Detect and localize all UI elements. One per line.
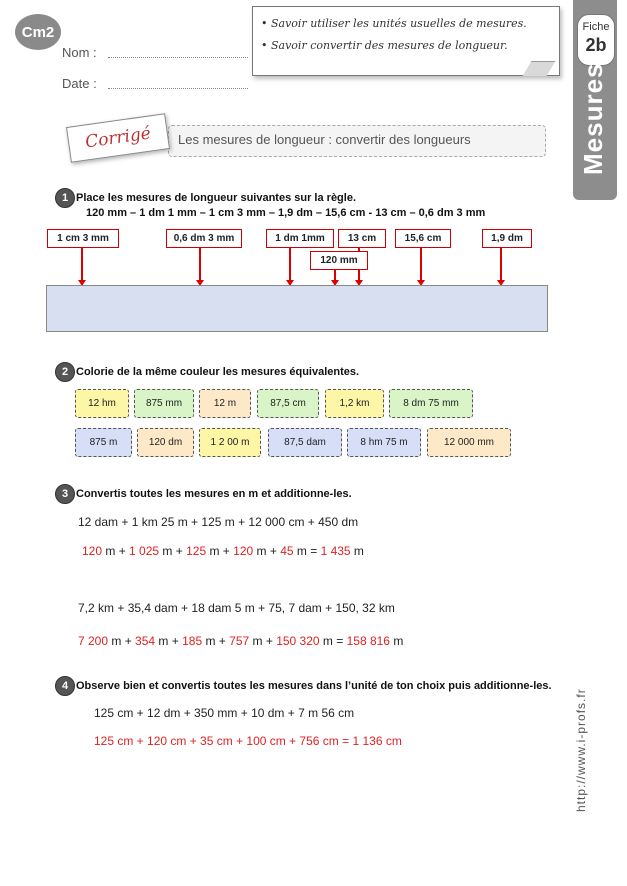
ruler-arrow bbox=[81, 248, 83, 280]
answer-value: 150 320 bbox=[276, 634, 320, 648]
answer-value: 7 200 bbox=[78, 634, 109, 648]
answer-operator: m + bbox=[159, 544, 187, 558]
measure-box: 8 hm 75 m bbox=[347, 428, 421, 457]
answer-value: 185 bbox=[182, 634, 203, 648]
name-field bbox=[108, 57, 248, 58]
exercise-4-line-1: 125 cm + 12 dm + 350 mm + 10 dm + 7 m 56 cm bbox=[94, 706, 355, 720]
ruler-label: 0,6 dm 3 mm bbox=[166, 229, 242, 248]
page-title: Les mesures de longueur : convertir des longueurs bbox=[178, 132, 471, 147]
answer-operator: m = bbox=[319, 634, 347, 648]
ruler-label: 1 dm 1mm bbox=[266, 229, 334, 248]
exercise-3-line-2: 7,2 km + 35,4 dam + 18 dam 5 m + 75, 7 dam + 150, 32 km bbox=[78, 601, 395, 615]
answer-operator: m + bbox=[102, 544, 130, 558]
exercise-4-instruction: Observe bien et convertis toutes les mesures dans l’unité de ton choix puis additionne-les. bbox=[76, 680, 552, 692]
measure-box: 12 hm bbox=[75, 389, 129, 418]
answer-operator: m + bbox=[202, 634, 230, 648]
answer-value: 1 435 bbox=[320, 544, 351, 558]
bullet-icon: • bbox=[261, 39, 268, 52]
measure-box: 87,5 cm bbox=[257, 389, 319, 418]
exercise-1-instruction: Place les mesures de longueur suivantes sur la règle. bbox=[76, 192, 357, 204]
answer-value: 1 025 bbox=[129, 544, 160, 558]
answer-value: 45 bbox=[280, 544, 294, 558]
exercise-4-number: 4 bbox=[55, 676, 75, 696]
exercise-3-instruction: Convertis toutes les mesures en m et additionne-les. bbox=[76, 488, 352, 500]
answer-operator: m + bbox=[206, 544, 234, 558]
ruler bbox=[46, 285, 548, 332]
exercise-1-list: 120 mm – 1 dm 1 mm – 1 cm 3 mm – 1,9 dm – 15,6 cm - 13 cm – 0,6 dm 3 mm bbox=[86, 207, 486, 219]
answer-value: 354 bbox=[135, 634, 156, 648]
measure-box: 875 mm bbox=[134, 389, 194, 418]
answer-operator: m bbox=[389, 634, 404, 648]
fiche-box bbox=[577, 14, 615, 66]
answer-value: 757 bbox=[229, 634, 250, 648]
ruler-arrow bbox=[289, 248, 291, 280]
measure-box: 875 m bbox=[75, 428, 132, 457]
answer-value: 120 bbox=[82, 544, 103, 558]
ruler-label: 1 cm 3 mm bbox=[47, 229, 119, 248]
exercise-2-number: 2 bbox=[55, 362, 75, 382]
answer-operator: m + bbox=[108, 634, 136, 648]
measure-box: 12 000 mm bbox=[427, 428, 511, 457]
exercise-3-answer-2 bbox=[78, 634, 403, 648]
measure-box: 12 m bbox=[199, 389, 251, 418]
corrige-stamp: Corrigé bbox=[66, 113, 170, 163]
ruler-arrow bbox=[199, 248, 201, 280]
answer-operator: m bbox=[350, 544, 364, 558]
exercise-2-instruction: Colorie de la même couleur les mesures équivalentes. bbox=[76, 366, 360, 378]
fiche-number: 2b bbox=[585, 35, 607, 55]
exercise-1-number: 1 bbox=[55, 188, 75, 208]
objective-2: • Savoir convertir des mesures de longueur. bbox=[261, 39, 508, 52]
date-field bbox=[108, 88, 248, 89]
objectives-box bbox=[252, 6, 560, 76]
exercise-3-number: 3 bbox=[55, 484, 75, 504]
exercise-3-answer-1 bbox=[82, 544, 364, 558]
level-badge: Cm2 bbox=[15, 14, 61, 50]
date-label: Date : bbox=[62, 76, 97, 91]
measure-box: 8 dm 75 mm bbox=[389, 389, 473, 418]
answer-operator: m + bbox=[253, 544, 281, 558]
ruler-label: 120 mm bbox=[310, 251, 368, 270]
answer-operator: m = bbox=[293, 544, 321, 558]
exercise-4-answer-1: 125 cm + 120 cm + 35 cm + 100 cm + 756 cm = 1 136 cm bbox=[94, 734, 402, 748]
answer-operator: m + bbox=[249, 634, 277, 648]
exercise-3-line-1: 12 dam + 1 km 25 m + 125 m + 12 000 cm + 450 dm bbox=[78, 515, 359, 529]
ruler-label: 15,6 cm bbox=[395, 229, 451, 248]
ruler-arrow bbox=[500, 248, 502, 280]
measure-box: 87,5 dam bbox=[268, 428, 342, 457]
fiche-label: Fiche bbox=[582, 21, 610, 33]
ruler-label: 13 cm bbox=[338, 229, 386, 248]
answer-value: 120 bbox=[233, 544, 254, 558]
answer-operator: m + bbox=[155, 634, 183, 648]
page-fold bbox=[523, 61, 556, 76]
bullet-icon: • bbox=[261, 17, 268, 30]
answer-value: 125 bbox=[186, 544, 207, 558]
website-url: http://www.i-profs.fr bbox=[574, 688, 588, 812]
name-label: Nom : bbox=[62, 45, 97, 60]
measure-box: 120 dm bbox=[137, 428, 194, 457]
ruler-label: 1,9 dm bbox=[482, 229, 532, 248]
subject-label: Mesures bbox=[578, 62, 608, 175]
answer-value: 158 816 bbox=[346, 634, 390, 648]
ruler-arrow bbox=[334, 270, 336, 280]
measure-box: 1,2 km bbox=[325, 389, 384, 418]
measure-box: 1 2 00 m bbox=[199, 428, 261, 457]
ruler-arrow bbox=[420, 248, 422, 280]
objective-1: • Savoir utiliser les unités usuelles de mesures. bbox=[261, 17, 527, 30]
